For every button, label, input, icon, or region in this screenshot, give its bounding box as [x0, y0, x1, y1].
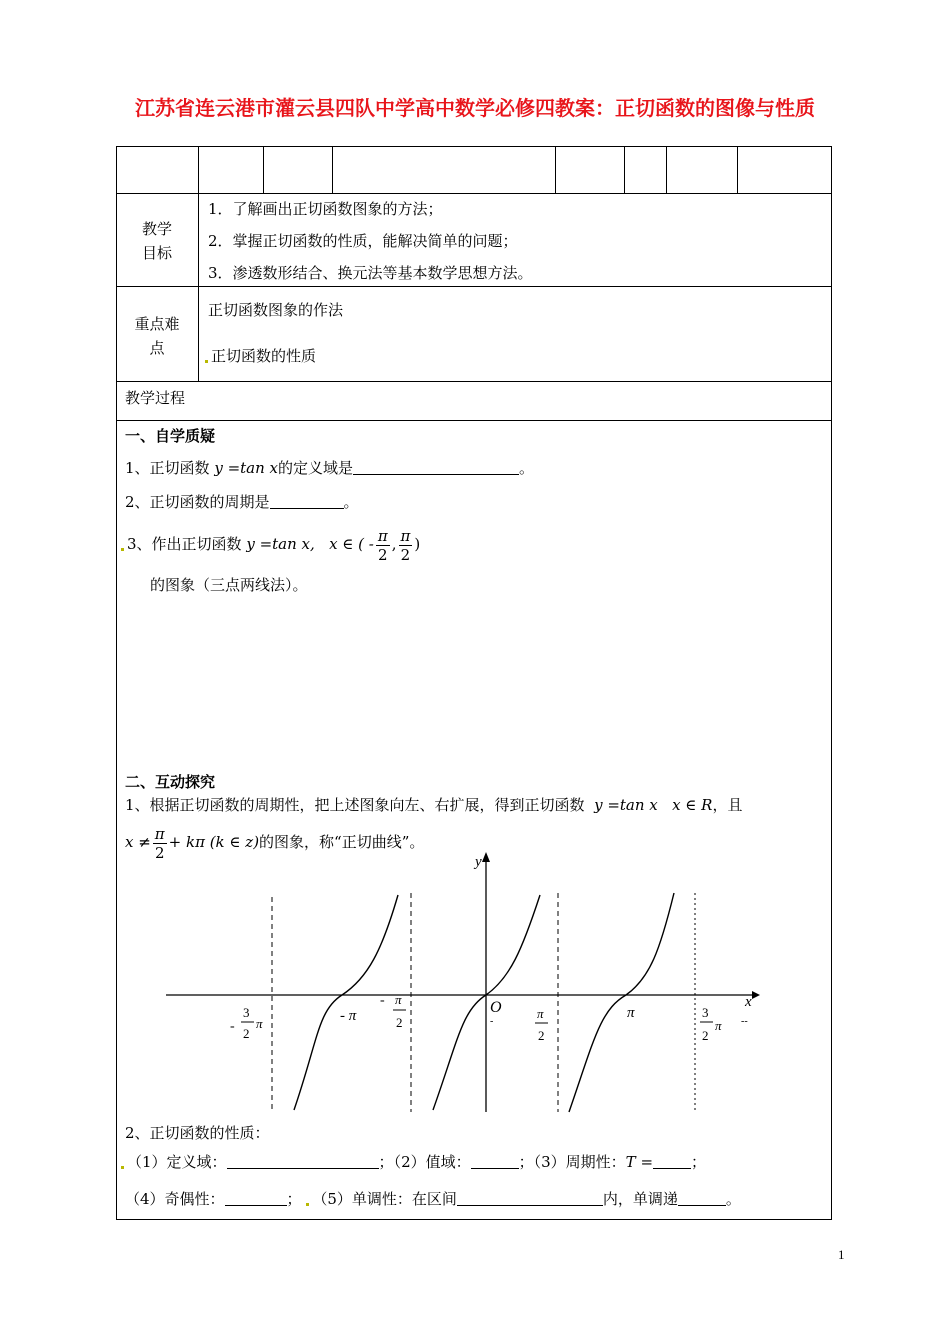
keypoints-label-1: 重点难	[134, 315, 180, 333]
keypoints-label-2: 点	[149, 339, 165, 357]
tick-label: 2	[243, 1026, 250, 1041]
tangent-branch	[569, 893, 674, 1112]
objectives-label-1: 教学	[141, 220, 172, 238]
tick-label: 2	[396, 1015, 403, 1030]
y-axis-arrow	[482, 852, 490, 862]
tick-label: π	[395, 992, 402, 1007]
explore-paragraph-1: 1、根据正切函数的周期性，把上述图象向左、右扩展，得到正切函数 y =tan x x ∈ R，且	[125, 796, 743, 814]
x-axis-label: x	[745, 994, 752, 1010]
objective-item: 2．掌握正切函数的性质，能解决简单的问题；	[208, 232, 518, 250]
objective-item: 3．渗透数形结合、换元法等基本数学思想方法。	[208, 264, 533, 282]
tick-label: - π	[340, 1008, 357, 1024]
properties-line-2: （4）奇偶性： ； （5）单调性：在区间 内，单调递 。	[125, 1190, 741, 1208]
section1-heading: 一、自学质疑	[125, 427, 216, 445]
explore-paragraph-1-line2: x ≠ $\frac{\pi}{2}$ + kπ (k ∈ z)的图象，称“正切曲线”。	[125, 824, 425, 862]
objective-item: 1．了解画出正切函数图象的方法；	[208, 200, 443, 218]
keypoint-item: 正切函数图象的作法	[208, 301, 344, 319]
x-axis-arrow	[752, 991, 760, 999]
keypoint-item: 正切函数的性质	[205, 346, 316, 366]
properties-line-1: （1）定义域： ；（2）值域： ；（3）周期性：T = ；	[121, 1152, 706, 1172]
tick-label: 3	[702, 1005, 709, 1020]
question-1: 1、正切函数 y =tan x的定义域是 。	[125, 459, 535, 477]
tick-label: 3	[243, 1005, 250, 1020]
question-3: 3、作出正切函数 y =tan x, x ∈ ( - $\frac{\pi}{2}$ , $\frac{\pi}{2}$ )	[121, 524, 420, 564]
properties-heading: 2、正切函数的性质：	[125, 1124, 270, 1142]
tick-label: π	[256, 1016, 263, 1031]
tick-label: π	[537, 1006, 544, 1021]
objectives-label-2: 目标	[141, 244, 172, 262]
document-title: 江苏省连云港市灌云县四队中学高中数学必修四教案：正切函数的图像与性质	[135, 96, 815, 120]
page-number: 1	[838, 1247, 845, 1262]
stray-mark: --	[741, 1016, 748, 1027]
question-2: 2、正切函数的周期是 。	[125, 493, 359, 511]
section2-heading: 二、互动探究	[125, 773, 216, 791]
stray-mark: -	[490, 1016, 494, 1027]
tick-label: 2	[702, 1028, 709, 1043]
tick-label: π	[715, 1018, 722, 1033]
tick-label: π	[627, 1005, 635, 1021]
y-axis-label: y	[475, 854, 482, 870]
tick-label: 2	[538, 1028, 545, 1043]
process-label: 教学过程	[125, 389, 186, 407]
tick-label: -	[230, 1019, 235, 1034]
question-3-line2: 的图象（三点两线法）。	[150, 576, 308, 594]
origin-label: O	[490, 999, 502, 1016]
tick-label: -	[380, 993, 385, 1008]
